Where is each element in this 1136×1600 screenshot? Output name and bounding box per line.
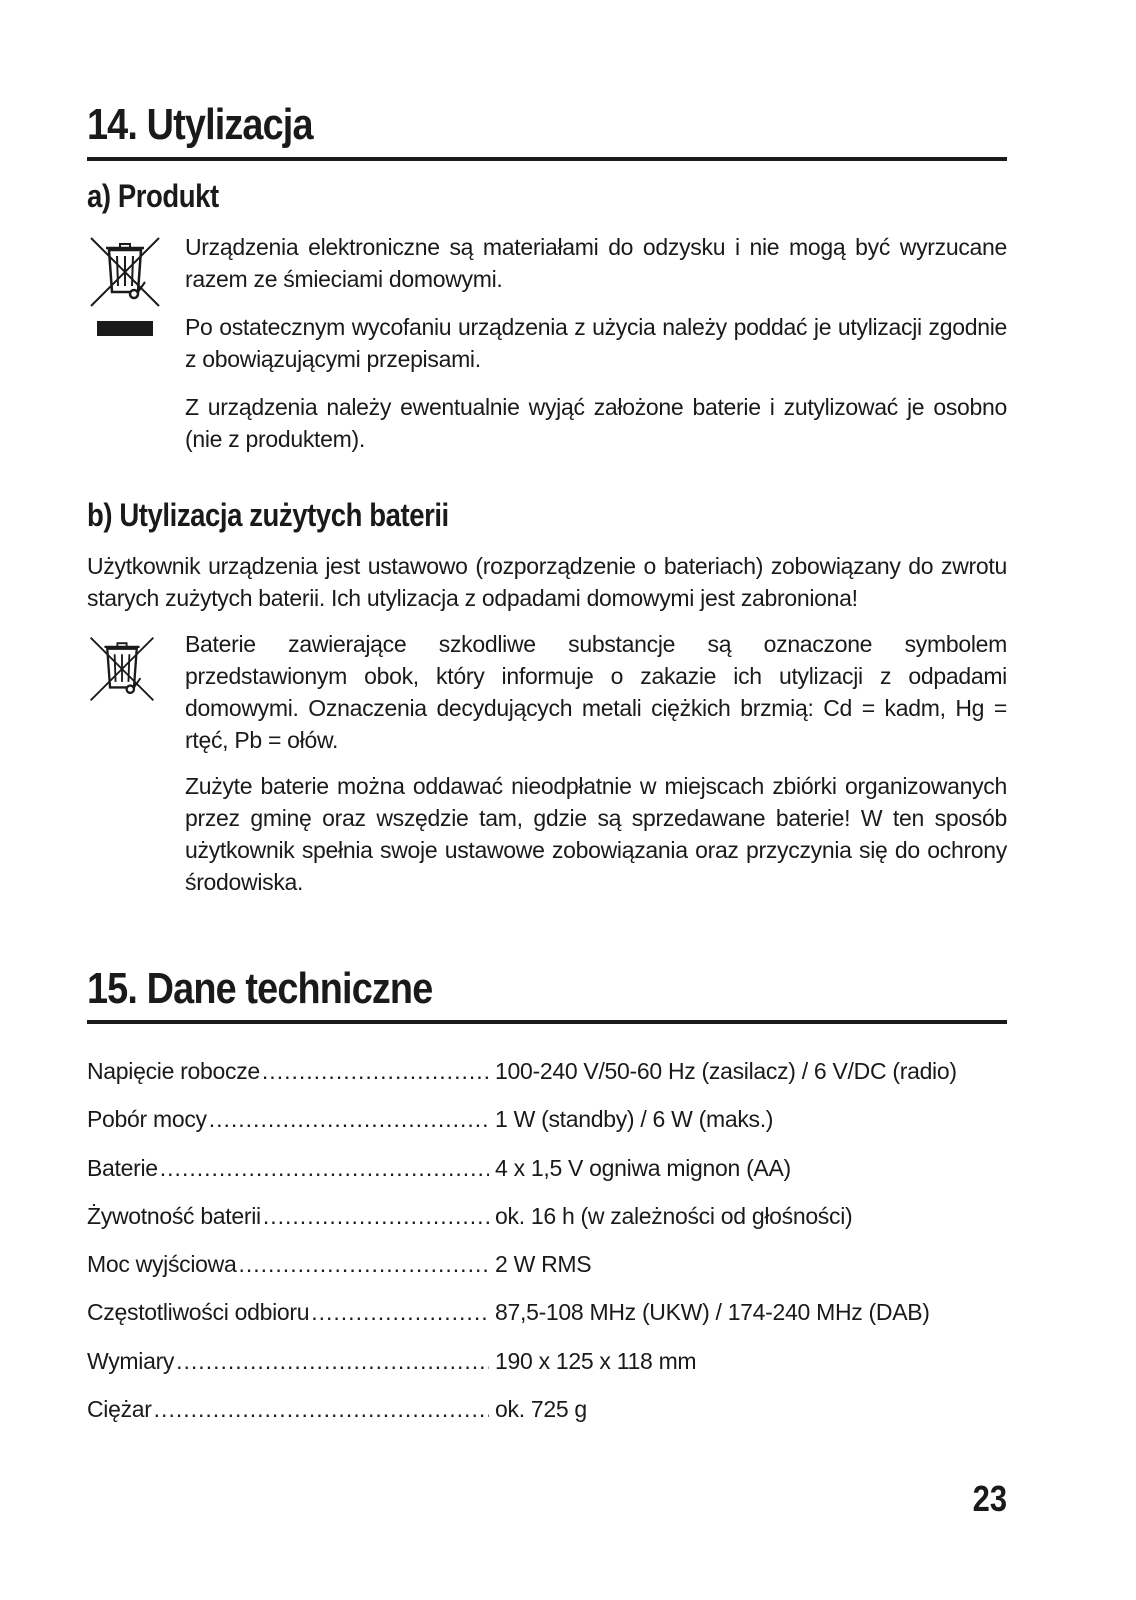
subsection-a-heading: a) Produkt — [87, 178, 219, 214]
black-bar-marker — [97, 321, 153, 336]
spec-label: Napięcie robocze — [87, 1058, 260, 1084]
spec-label: Częstotliwości odbioru — [87, 1299, 310, 1326]
paragraph-battery-2: Baterie zawierające szkodliwe substancje są oznaczone symbolem przedstawionym obok, który informuje o zakazie ich utylizacji z odpadami domowymi. Oznaczenia decydujących metali ciężkich brzmią: Cd = kadm, Hg = rtęć, Pb = ołów. — [185, 631, 1007, 753]
spec-row — [87, 1348, 1007, 1396]
page-number: 23 — [972, 1478, 1007, 1519]
paragraph-battery-3: Zużyte baterie można oddawać nieodpłatnie w miejscach zbiórki organizowanych przez gminę oraz wszędzie tam, gdzie są sprzedawane baterie! W ten sposób użytkownik spełnia swoje ustawowe zobowiązania oraz przyczynia się do ochrony środowiska. — [185, 773, 1007, 895]
spec-value: 190 x 125 x 118 mm — [495, 1347, 697, 1374]
spec-row — [87, 1155, 1007, 1203]
tech-specs-list — [87, 1058, 1007, 1444]
spec-row — [87, 1058, 1007, 1106]
paragraph-battery-1: Użytkownik urządzenia jest ustawowo (rozporządzenie o bateriach) zobowiązany do zwrotu starych zużytych baterii. Ich utylizacja z odpadami domowymi jest zabroniona! — [87, 553, 1007, 611]
spec-value: 1 W (standby) / 6 W (maks.) — [495, 1106, 774, 1133]
spec-label: Żywotność baterii — [87, 1202, 261, 1229]
section-14-rule — [87, 157, 1007, 161]
spec-label: Pobór mocy — [87, 1106, 207, 1133]
spec-value: 100-240 V/50-60 Hz (zasilacz) / 6 V/DC (radio) — [495, 1058, 957, 1084]
spec-row — [87, 1251, 1007, 1299]
paragraph-product-2: Po ostatecznym wycofaniu urządzenia z użycia należy poddać je utylizacji zgodnie z obowiązującymi przepisami. — [185, 314, 1007, 372]
dot-leader — [263, 1203, 489, 1230]
dot-leader — [160, 1155, 489, 1182]
spec-row — [87, 1106, 1007, 1154]
spec-value: 4 x 1,5 V ogniwa mignon (AA) — [495, 1154, 791, 1181]
crossed-out-wheelie-bin-icon — [87, 634, 157, 704]
spec-label: Moc wyjściowa — [87, 1251, 237, 1278]
paragraph-product-3: Z urządzenia należy ewentualnie wyjąć założone baterie i zutylizować je osobno (nie z produktem). — [185, 394, 1007, 452]
dot-leader — [154, 1396, 489, 1423]
spec-label: Baterie — [87, 1154, 158, 1181]
spec-row — [87, 1203, 1007, 1251]
dot-leader — [262, 1058, 489, 1085]
section-14-title: 14. Utylizacja — [87, 100, 313, 149]
section-15-title: 15. Dane techniczne — [87, 964, 433, 1013]
spec-label: Wymiary — [87, 1347, 175, 1374]
dot-leader — [238, 1251, 489, 1278]
section-15-rule — [87, 1020, 1007, 1024]
dot-leader — [209, 1106, 489, 1133]
subsection-b-heading: b) Utylizacja zużytych baterii — [87, 497, 449, 533]
spec-value: ok. 16 h (w zależności od głośności) — [495, 1202, 853, 1229]
spec-row — [87, 1396, 1007, 1444]
spec-value: 2 W RMS — [495, 1251, 592, 1278]
spec-label: Ciężar — [87, 1396, 152, 1423]
dot-leader — [176, 1348, 489, 1375]
dot-leader — [311, 1299, 489, 1326]
spec-row — [87, 1299, 1007, 1347]
paragraph-product-1: Urządzenia elektroniczne są materiałami do odzysku i nie mogą być wyrzucane razem ze śmieciami domowymi. — [185, 234, 1007, 292]
spec-value: ok. 725 g — [495, 1396, 587, 1423]
crossed-out-wheelie-bin-icon — [87, 234, 163, 310]
spec-value: 87,5-108 MHz (UKW) / 174-240 MHz (DAB) — [495, 1299, 930, 1326]
